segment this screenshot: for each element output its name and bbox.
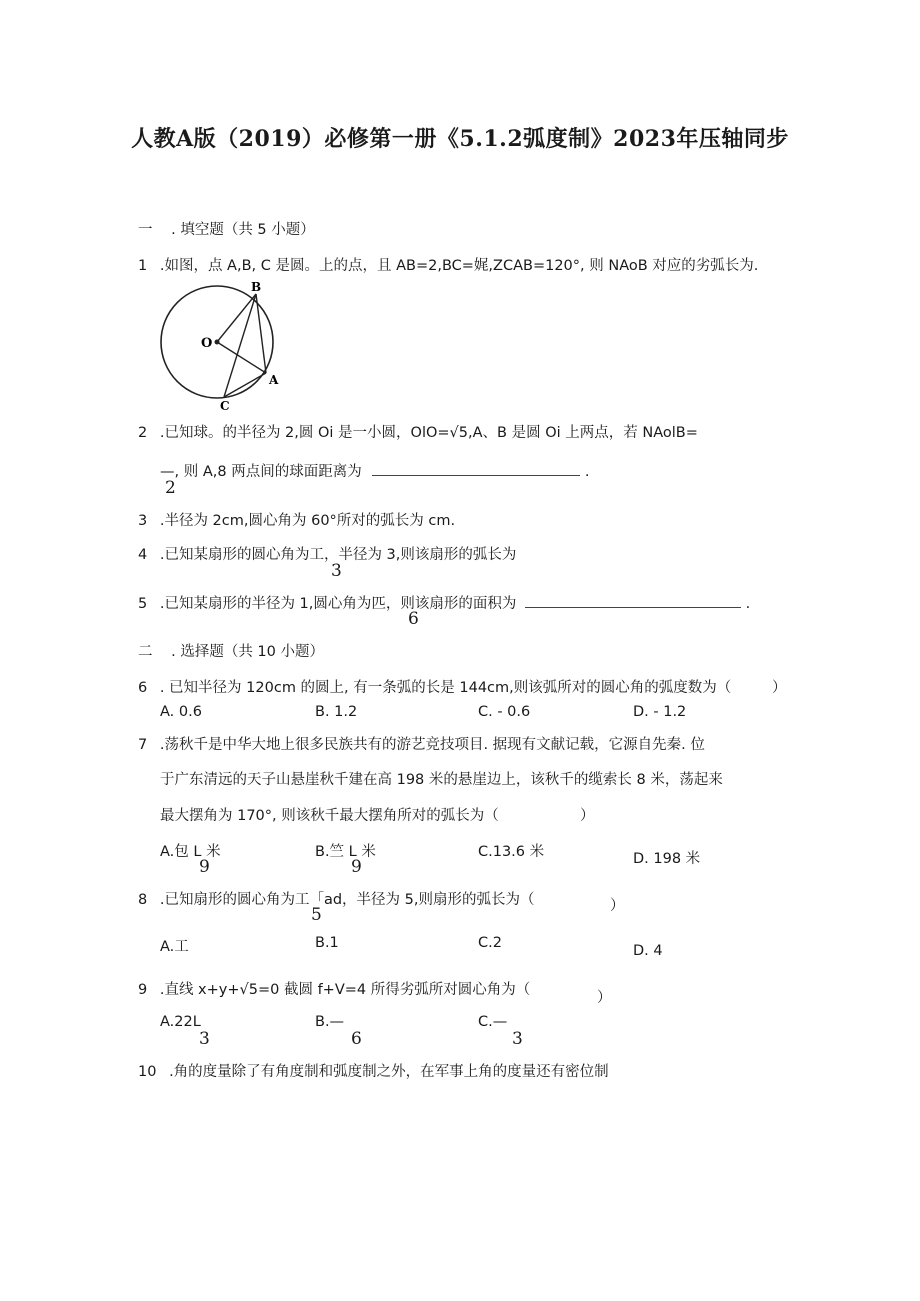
question-1-number: 1	[138, 258, 148, 274]
question-2-answer-blank[interactable]	[372, 461, 580, 476]
question-3-text: .半径为 2cm,圆心角为 60°所对的弧长为 cm.	[159, 513, 456, 529]
question-5-answer-blank[interactable]	[525, 593, 741, 608]
question-2-line-2: —, 则 A,8 两点间的球面距离为	[160, 464, 362, 480]
question-2-line-1: .已知球。的半径为 2,圆 Oi 是一小圆，OlO=√5,A、B 是圆 Oi 上两点，若 NAolB=	[159, 425, 698, 441]
question-4-number: 4	[138, 547, 148, 563]
question-2-line-2-row	[160, 460, 590, 481]
question-9-option-a[interactable]: A.22L	[160, 1014, 201, 1030]
question-6-option-d[interactable]: D. - 1.2	[633, 704, 687, 720]
question-2-number: 2	[138, 425, 148, 441]
question-9-close-paren: ）	[597, 990, 612, 1006]
question-6-number: 6	[138, 680, 148, 696]
question-8-text: .已知扇形的圆心角为工「ad，半径为 5,则扇形的弧长为（	[159, 892, 535, 908]
question-8-number: 8	[138, 892, 148, 908]
question-6-option-b[interactable]: B. 1.2	[315, 704, 358, 720]
question-8	[138, 888, 534, 909]
question-1	[138, 254, 758, 275]
question-1-text: .如图，点 A,B, C 是圆。上的点，且 AB=2,BC=娓,ZCAB=120°, 则 NAoB 对应的劣弧长为.	[159, 258, 759, 274]
label-a: A	[269, 373, 279, 387]
question-4-denominator: 3	[331, 561, 342, 581]
question-5	[138, 592, 750, 613]
question-6-option-a[interactable]: A. 0.6	[160, 704, 202, 720]
question-7-option-b-denominator: 9	[351, 857, 362, 877]
question-10	[138, 1060, 609, 1081]
section-1-number: 一	[138, 222, 153, 238]
question-7-option-a[interactable]: A.包 L 米	[160, 844, 221, 860]
question-9-option-b[interactable]: B.—	[315, 1014, 345, 1030]
question-8-close-paren: ）	[610, 898, 625, 914]
question-6-option-c[interactable]: C. - 0.6	[478, 704, 531, 720]
question-9-number: 9	[138, 982, 148, 998]
question-6-close-paren: ）	[772, 680, 787, 696]
circle-figure	[155, 278, 290, 410]
label-b: B	[251, 280, 262, 294]
question-2-end: .	[584, 464, 590, 480]
section-2-heading	[138, 640, 324, 661]
question-4-text: .已知某扇形的圆心角为工，半径为 3,则该扇形的弧长为	[159, 547, 517, 563]
segment-ab	[256, 294, 266, 373]
question-6-text: . 已知半径为 120cm 的圆上, 有一条弧的长是 144cm,则该弧所对的圆心角的弧度数为（	[159, 680, 732, 696]
question-7-close-paren: ）	[580, 808, 595, 824]
question-9-option-b-denominator: 6	[351, 1029, 362, 1049]
question-7-line-1: .荡秋千是中华大地上很多民族共有的游艺竞技项目. 据现有文献记载，它源自先秦. 位	[159, 737, 705, 753]
question-8-option-d[interactable]: D. 4	[633, 943, 663, 959]
question-5-denominator: 6	[408, 609, 419, 629]
question-2	[138, 421, 698, 442]
question-5-end: .	[745, 596, 751, 612]
question-7-option-c[interactable]: C.13.6 米	[478, 844, 545, 860]
question-4	[138, 543, 516, 564]
question-6	[138, 676, 731, 697]
question-8-option-a[interactable]: A.工	[160, 939, 189, 955]
question-9-text: .直线 x+y+√5=0 截圆 f+V=4 所得劣弧所对圆心角为（	[159, 982, 531, 998]
question-10-number: 10	[138, 1064, 157, 1080]
question-9-option-a-denominator: 3	[199, 1029, 210, 1049]
question-9-option-c-denominator: 3	[512, 1029, 523, 1049]
segment-oa	[217, 342, 266, 373]
label-o: O	[201, 336, 213, 351]
section-1-heading	[138, 218, 315, 239]
question-8-option-b[interactable]: B.1	[315, 935, 339, 951]
question-3	[138, 509, 455, 530]
section-2-label: . 选择题（共 10 小题）	[171, 644, 324, 660]
question-10-text: .角的度量除了有角度制和弧度制之外，在军事上角的度量还有密位制	[169, 1064, 609, 1080]
segment-ob	[217, 294, 256, 342]
section-1-label: . 填空题（共 5 小题）	[171, 222, 315, 238]
question-7-number: 7	[138, 737, 148, 753]
page-title: 人教A版（2019）必修第一册《5.1.2弧度制》2023年压轴同步	[131, 126, 789, 152]
question-5-text: .已知某扇形的半径为 1,圆心角为匹，则该扇形的面积为	[159, 596, 517, 612]
question-2-denominator: 2	[165, 478, 176, 498]
question-7	[138, 733, 705, 754]
question-7-line-2: 于广东清远的天子山悬崖秋千建在高 198 米的悬崖边上，该秋千的缆索长 8 米，荡起来	[160, 772, 723, 788]
question-3-number: 3	[138, 513, 148, 529]
question-7-line-3: 最大摆角为 170°, 则该秋千最大摆角所对的弧长为（	[160, 808, 499, 824]
label-c: C	[220, 399, 230, 410]
section-2-number: 二	[138, 644, 153, 660]
question-7-option-d[interactable]: D. 198 米	[633, 851, 701, 867]
question-8-denominator: 5	[311, 905, 322, 925]
question-8-option-c[interactable]: C.2	[478, 935, 502, 951]
question-9	[138, 978, 530, 999]
question-7-option-b[interactable]: B.竺 L 米	[315, 844, 376, 860]
question-5-number: 5	[138, 596, 148, 612]
question-9-option-c[interactable]: C.—	[478, 1014, 508, 1030]
center-point	[215, 340, 220, 345]
question-7-option-a-denominator: 9	[199, 857, 210, 877]
